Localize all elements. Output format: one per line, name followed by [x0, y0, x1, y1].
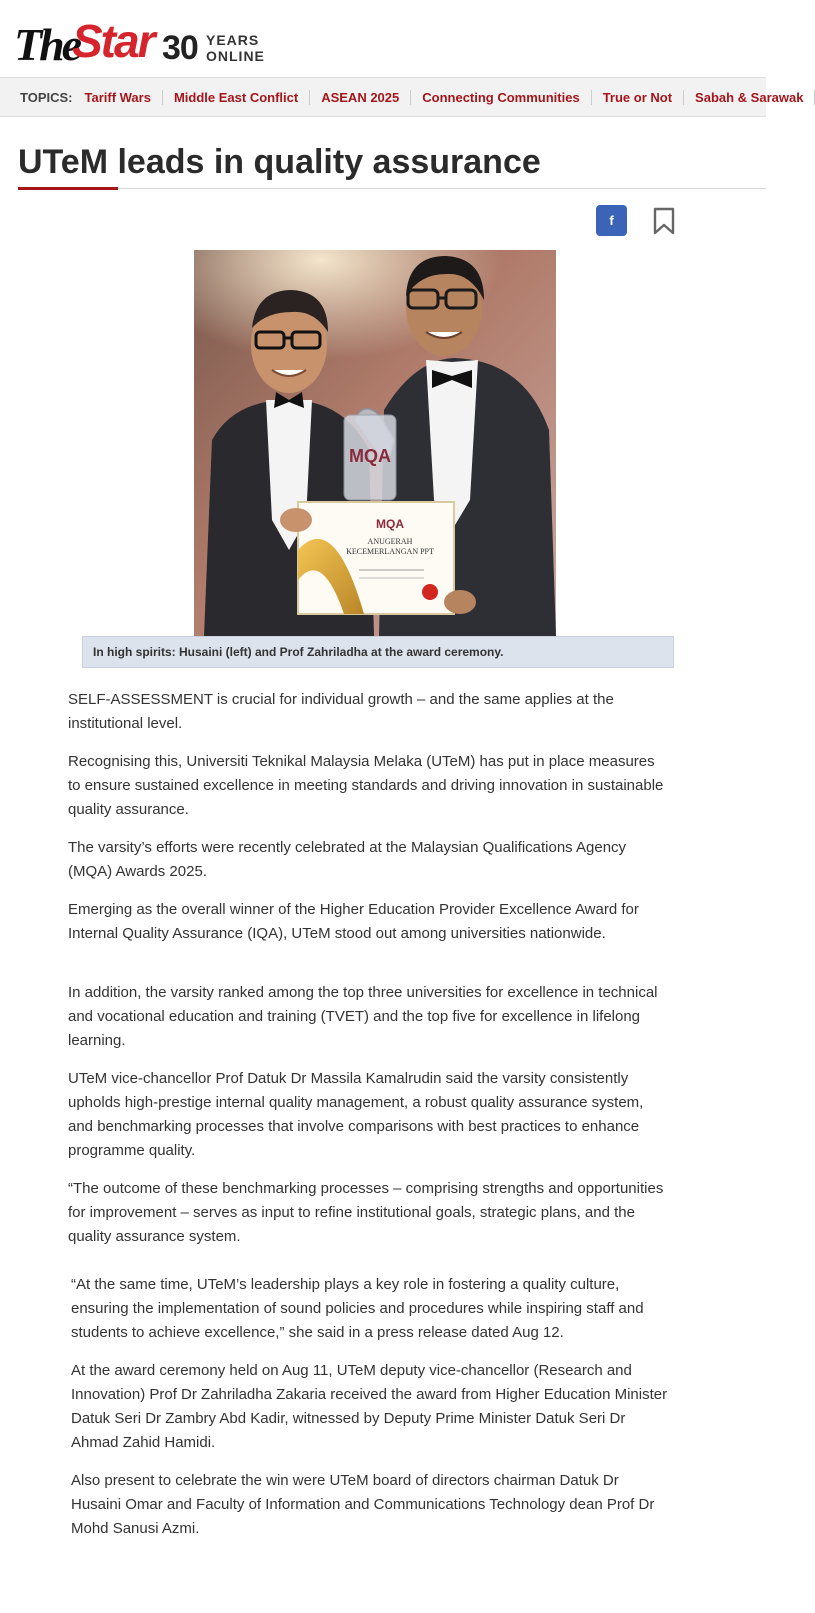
- certificate-logo: MQA: [376, 517, 404, 531]
- article-paragraph: Recognising this, Universiti Teknikal Malaysia Melaka (UTeM) has put in place measures to ensure sustained excellence in meeting standards and driving innovation in sustainable quality assurance.: [68, 753, 664, 818]
- article-paragraph: UTeM vice-chancellor Prof Datuk Dr Massila Kamalrudin said the varsity consistently upholds high-prestige internal quality management, a robust quality assurance system, and benchmarking processes that involve comparisons with best practices to enhance programme quality.: [68, 1070, 644, 1159]
- topics-label: TOPICS:: [20, 89, 73, 105]
- topic-link[interactable]: ASEAN 2025: [310, 90, 411, 105]
- headline-accent-bar: [18, 187, 118, 190]
- topic-link[interactable]: Connecting Communities: [411, 90, 591, 105]
- topic-link[interactable]: Middle East Conflict: [163, 90, 310, 105]
- bookmark-icon: [652, 207, 676, 235]
- certificate-title-1: ANUGERAH: [367, 537, 413, 546]
- certificate-title-2: KECEMERLANGAN PPT: [346, 547, 434, 556]
- left-hand: [280, 508, 312, 532]
- article-paragraph: “At the same time, UTeM’s leadership plays a key role in fostering a quality culture, ensuring the implementation of sound policies and procedures while inspiring staff and students to achieve excellence,” she said in a press release dated Aug 12.: [71, 1276, 644, 1341]
- facebook-icon: f: [609, 213, 614, 228]
- logo-star-text: Star: [72, 15, 154, 67]
- topics-bar: [0, 77, 804, 117]
- article-headline: UTeM leads in quality assurance: [18, 143, 541, 181]
- article-photo: [194, 250, 556, 636]
- article-paragraph: SELF-ASSESSMENT is crucial for individual growth – and the same applies at the institutional level.: [68, 691, 614, 732]
- logo-30-text: 30: [162, 29, 198, 67]
- logo-years-text: YEARS: [206, 32, 260, 48]
- article-paragraph: In addition, the varsity ranked among the top three universities for excellence in technical and vocational education and training (TVET) and the top five for excellence in lifelong learning.: [68, 984, 658, 1049]
- logo-the-text: The: [14, 19, 80, 70]
- site-logo[interactable]: [14, 14, 284, 74]
- facebook-share-button[interactable]: [596, 205, 627, 236]
- right-hand: [444, 590, 476, 614]
- trophy: [344, 409, 396, 500]
- article-paragraph: At the award ceremony held on Aug 11, UTeM deputy vice-chancellor (Research and Innovation) Prof Dr Zahriladha Zakaria received the award from Higher Education Minister Datuk Seri Dr Zambry Abd Kadir, witnessed by Deputy Prime Minister Datuk Seri Dr Ahmad Zahid Hamidi.: [71, 1362, 668, 1451]
- article-paragraph: Emerging as the overall winner of the Higher Education Provider Excellence Award for Internal Quality Assurance (IQA), UTeM stood out among universities nationwide.: [68, 901, 639, 942]
- trophy-label: MQA: [349, 446, 391, 466]
- article-paragraph: “The outcome of these benchmarking processes – comprising strengths and opportunities for improvement – serves as input to refine institutional goals, strategic plans, and the quality assurance system.: [68, 1180, 664, 1245]
- article-paragraph: The varsity’s efforts were recently celebrated at the Malaysian Qualifications Agency (MQA) Awards 2025.: [68, 839, 627, 880]
- topic-link[interactable]: Sabah & Sarawak: [684, 90, 815, 105]
- topic-link[interactable]: Tariff Wars: [85, 90, 163, 105]
- article-paragraph: Also present to celebrate the win were UTeM board of directors chairman Datuk Dr Husaini Omar and Faculty of Information and Communications Technology dean Prof Dr Mohd Sanusi Azmi.: [71, 1472, 655, 1537]
- photo-caption: In high spirits: Husaini (left) and Prof Zahriladha at the award ceremony.: [82, 636, 674, 668]
- logo-online-text: ONLINE: [206, 48, 265, 64]
- bookmark-button[interactable]: [652, 207, 676, 235]
- award-certificate: [298, 502, 454, 614]
- headline-divider: [18, 188, 766, 189]
- topic-link[interactable]: True or Not: [592, 90, 684, 105]
